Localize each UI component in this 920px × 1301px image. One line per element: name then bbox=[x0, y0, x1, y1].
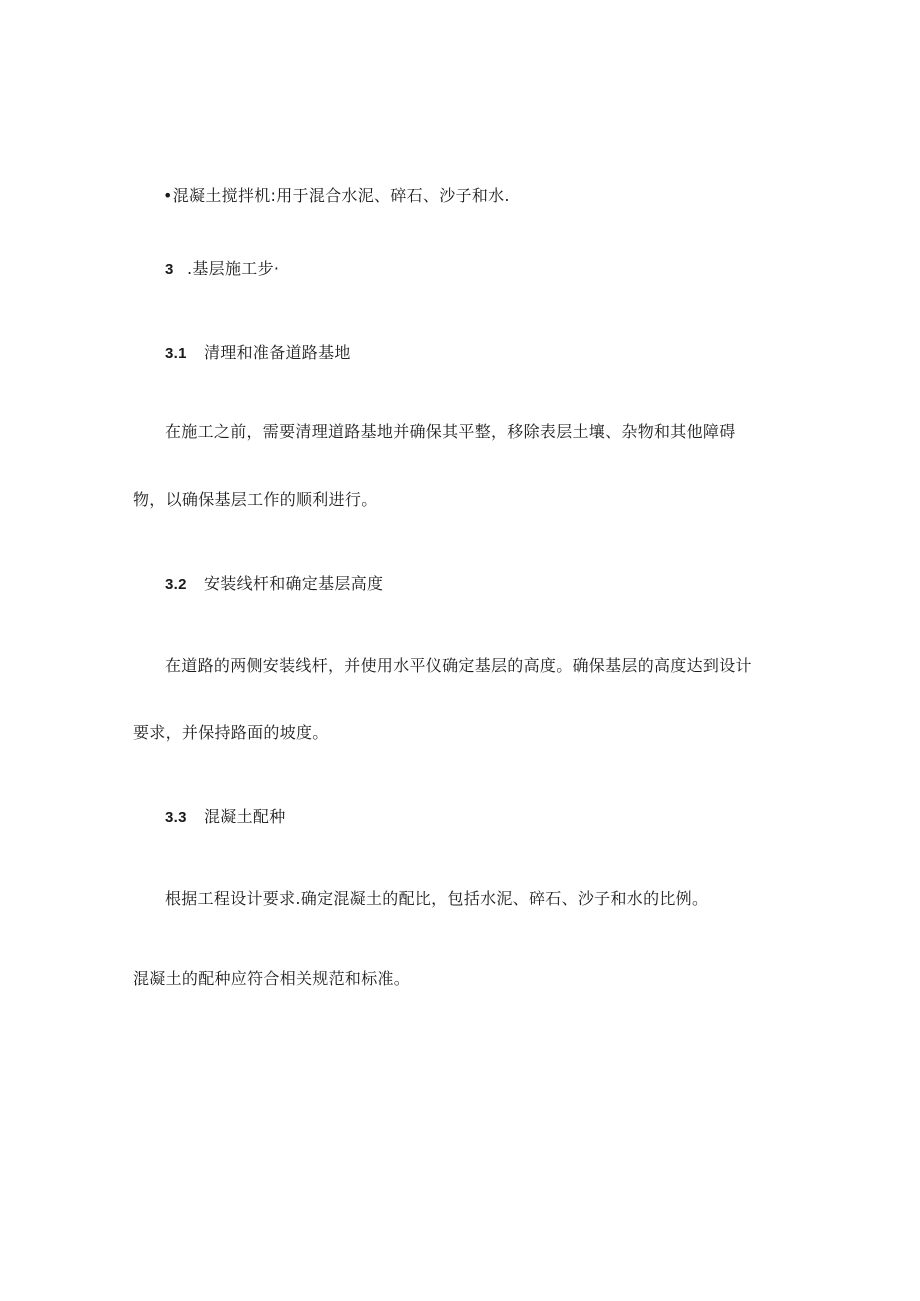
section-3-2-paragraph-line-1: 在道路的两侧安装线杆，并使用水平仪确定基层的高度。确保基层的高度达到设计 bbox=[165, 656, 752, 675]
section-3-title: .基层施工步· bbox=[187, 259, 280, 278]
section-3-3-paragraph-line-2: 混凝土的配种应符合相关规范和标准。 bbox=[133, 969, 411, 988]
section-3-2-number: 3.2 bbox=[165, 576, 187, 593]
section-3-number: 3 bbox=[165, 261, 174, 278]
section-3-1-title: 清理和准备道路基地 bbox=[204, 343, 351, 362]
section-3-3-paragraph-line-1: 根据工程设计要求.确定混凝土的配比，包括水泥、碎石、沙子和水的比例。 bbox=[165, 889, 709, 908]
section-3-1-paragraph-line-2: 物，以确保基层工作的顺利进行。 bbox=[133, 490, 378, 509]
section-3-2-title: 安装线杆和确定基层高度 bbox=[204, 574, 384, 593]
section-3-3-number: 3.3 bbox=[165, 809, 187, 826]
section-3-2-paragraph-line-2: 要求，并保持路面的坡度。 bbox=[133, 723, 329, 742]
section-3-3-heading bbox=[165, 806, 286, 829]
section-3-heading bbox=[165, 258, 279, 281]
section-3-1-number: 3.1 bbox=[165, 345, 187, 362]
section-3-2-heading bbox=[165, 573, 383, 596]
section-3-3-title: 混凝土配种 bbox=[204, 807, 286, 826]
section-3-1-paragraph-line-1: 在施工之前，需要清理道路基地并确保其平整，移除表层土壤、杂物和其他障碍 bbox=[165, 422, 736, 441]
section-3-1-heading bbox=[165, 342, 351, 365]
bullet-line-mixer: •混凝土搅拌机:用于混合水泥、碎石、沙子和水. bbox=[163, 186, 510, 205]
